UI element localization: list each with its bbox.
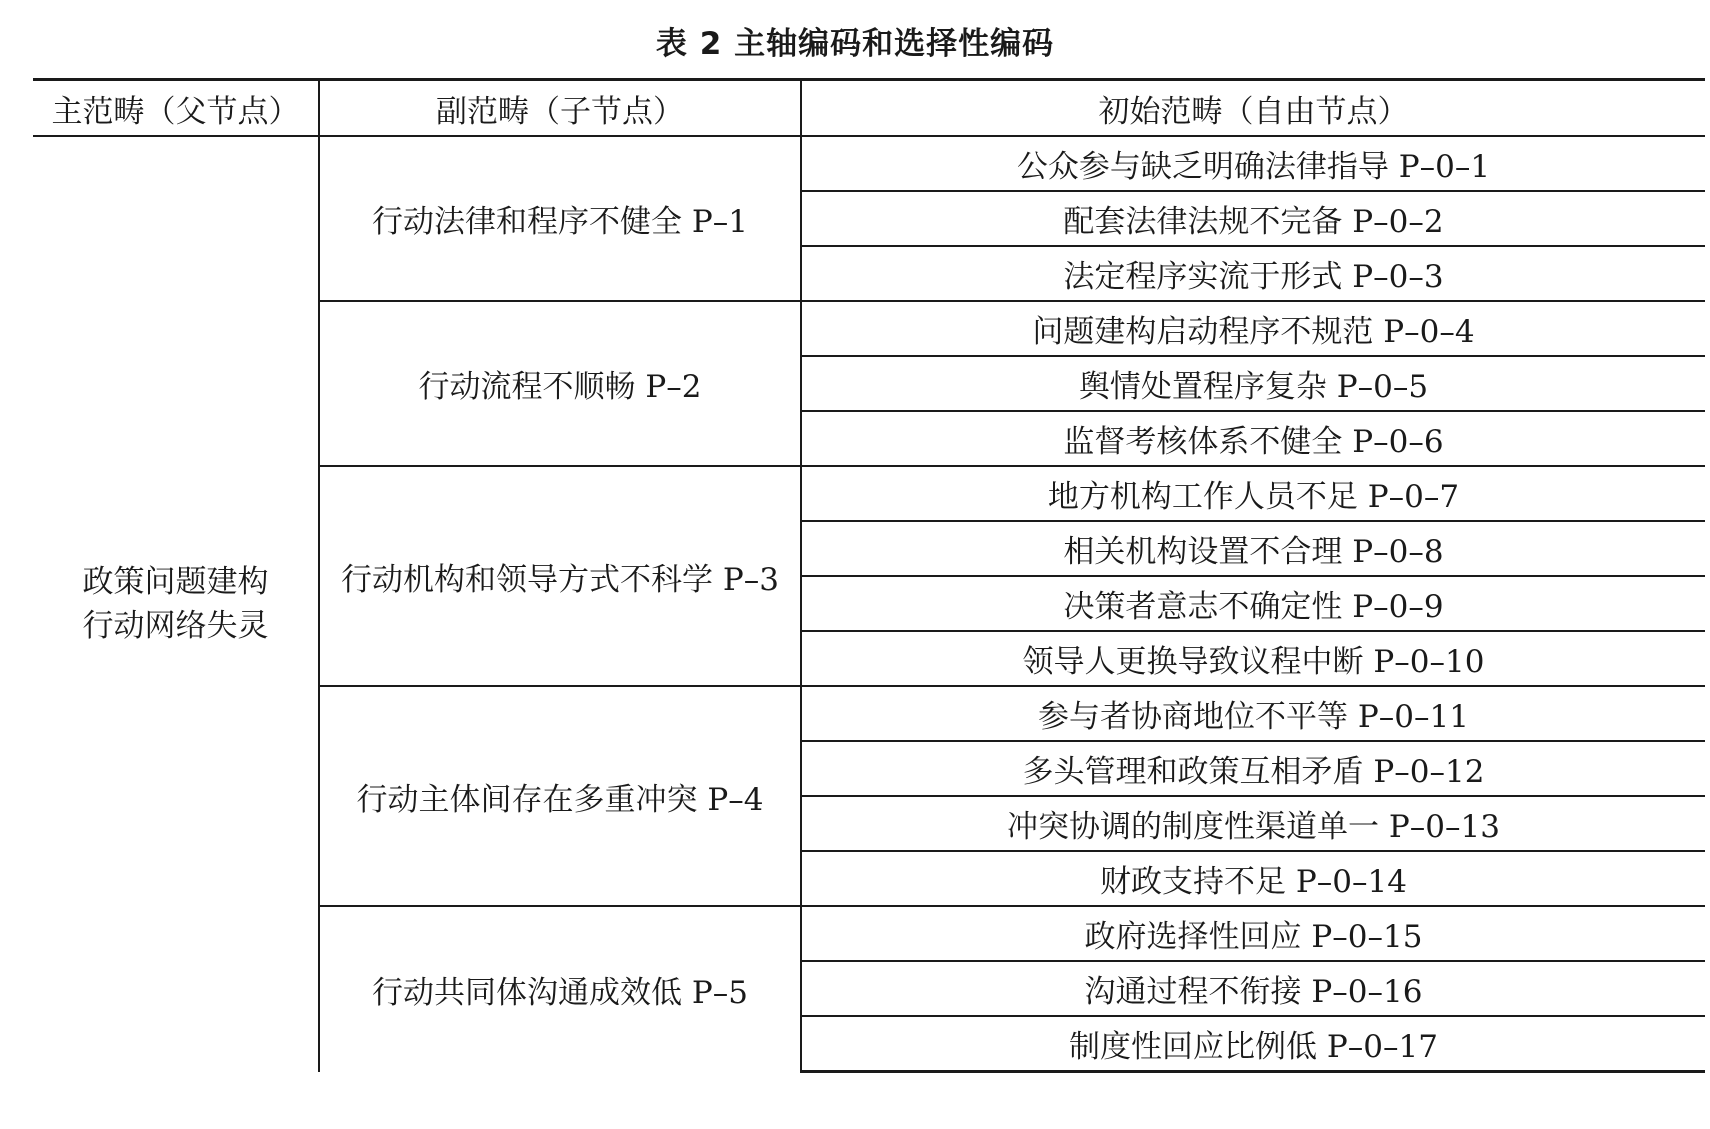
initial-category-cell: 沟通过程不衔接 P–0–16 (801, 961, 1705, 1016)
initial-category-cell: 监督考核体系不健全 P–0–6 (801, 411, 1705, 466)
initial-category-cell: 财政支持不足 P–0–14 (801, 851, 1705, 906)
header-main-category: 主范畴（父节点） (33, 80, 319, 137)
sub-category-p3: 行动机构和领导方式不科学 P–3 (319, 466, 801, 686)
initial-category-cell: 法定程序实流于形式 P–0–3 (801, 246, 1705, 301)
sub-category-p1: 行动法律和程序不健全 P–1 (319, 136, 801, 301)
table-caption: 表 2 主轴编码和选择性编码 (655, 26, 1055, 62)
initial-category-cell: 制度性回应比例低 P–0–17 (801, 1016, 1705, 1072)
sub-category-p5: 行动共同体沟通成效低 P–5 (319, 906, 801, 1072)
coding-table (33, 78, 1705, 1073)
main-category-line2: 行动网络失灵 (82, 608, 269, 645)
header-row (33, 80, 1705, 137)
initial-category-cell: 参与者协商地位不平等 P–0–11 (801, 686, 1705, 741)
initial-category-cell: 相关机构设置不合理 P–0–8 (801, 521, 1705, 576)
sub-category-p2: 行动流程不顺畅 P–2 (319, 301, 801, 466)
initial-category-cell: 多头管理和政策互相矛盾 P–0–12 (801, 741, 1705, 796)
main-category-line1: 政策问题建构 (82, 564, 269, 601)
initial-category-cell: 公众参与缺乏明确法律指导 P–0–1 (1016, 149, 1491, 185)
initial-category-cell: 政府选择性回应 P–0–15 (801, 906, 1705, 961)
initial-category-cell: 冲突协调的制度性渠道单一 P–0–13 (801, 796, 1705, 851)
main-category-cell (33, 136, 319, 1072)
initial-category-cell: 配套法律法规不完备 P–0–2 (801, 191, 1705, 246)
initial-category-cell: 领导人更换导致议程中断 P–0–10 (801, 631, 1705, 686)
initial-category-cell: 地方机构工作人员不足 P–0–7 (801, 466, 1705, 521)
sub-category-p4: 行动主体间存在多重冲突 P–4 (319, 686, 801, 906)
initial-category-cell: 舆情处置程序复杂 P–0–5 (801, 356, 1705, 411)
initial-category-cell: 决策者意志不确定性 P–0–9 (801, 576, 1705, 631)
header-initial-category: 初始范畴（自由节点） (801, 80, 1705, 137)
header-sub-category: 副范畴（子节点） (319, 80, 801, 137)
initial-category-cell: 问题建构启动程序不规范 P–0–4 (801, 301, 1705, 356)
table-row (33, 136, 1705, 191)
